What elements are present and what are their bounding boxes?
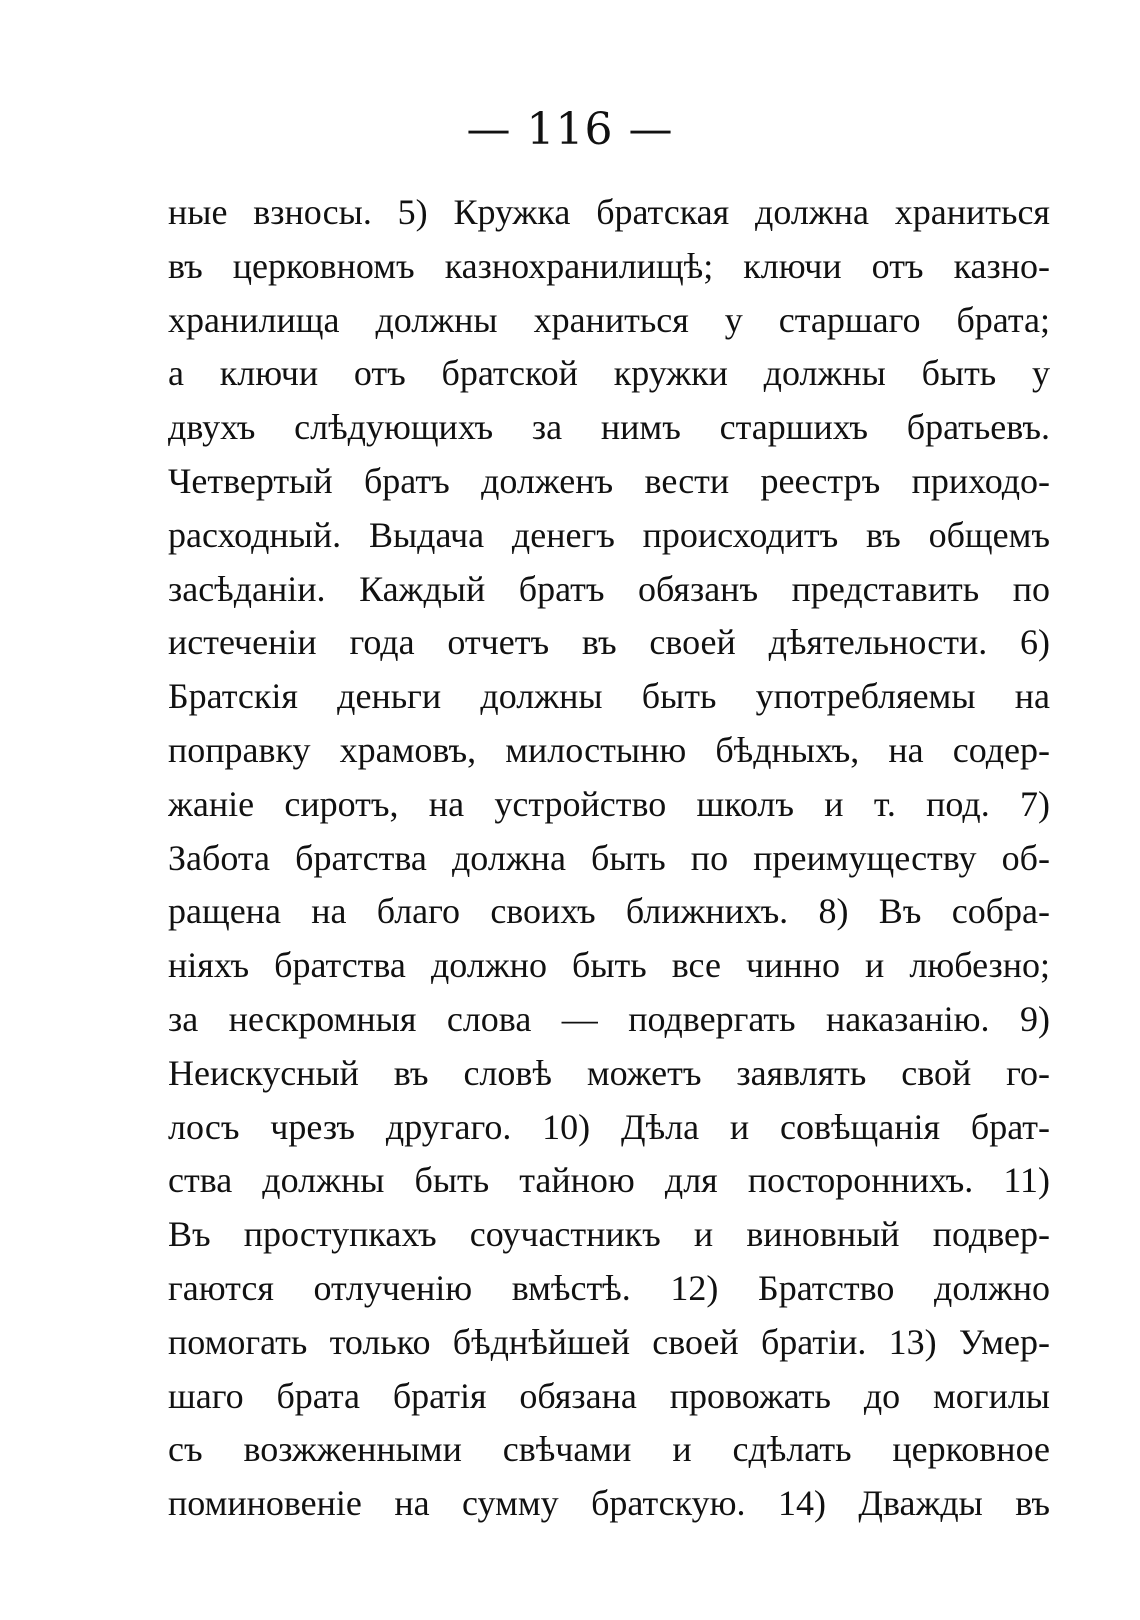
text-line: Неискусный въ словѣ можетъ заявлять свой го-: [168, 1052, 1050, 1093]
text-line: расходный. Выдача денегъ происходитъ въ общемъ: [168, 514, 1050, 555]
text-line: двухъ слѣдующихъ за нимъ старшихъ братьевъ.: [168, 407, 1050, 448]
text-line: помогать только бѣднѣйшей своей братіи. 13) Умер-: [168, 1321, 1050, 1362]
text-line: поминовеніе на сумму братскую. 14) Дважды въ: [168, 1483, 1050, 1524]
text-line: истеченіи года отчетъ въ своей дѣятельности. 6): [168, 622, 1050, 663]
text-line: съ возжженными свѣчами и сдѣлать церковное: [168, 1429, 1050, 1470]
text-line: гаются отлученію вмѣстѣ. 12) Братство должно: [168, 1267, 1050, 1308]
text-line: Четвертый братъ долженъ вести реестръ приходо-: [168, 460, 1050, 501]
text-line: ные взносы. 5) Кружка братская должна храниться: [168, 192, 1050, 232]
text-line: за нескромныя слова — подвергать наказанію. 9): [168, 998, 1050, 1039]
text-line: шаго брата братія обязана провожать до могилы: [168, 1375, 1050, 1416]
text-line: Въ проступкахъ соучастникъ и виновный подвер-: [168, 1214, 1050, 1255]
text-line: лосъ чрезъ другаго. 10) Дѣла и совѣщанія брат-: [168, 1106, 1050, 1147]
text-line: ращена на благо своихъ ближнихъ. 8) Въ собра-: [168, 891, 1050, 932]
page-number: — 116 —: [466, 104, 674, 155]
text-line: Забота братства должна быть по преимуществу об-: [168, 837, 1050, 878]
text-line: засѣданіи. Каждый братъ обязанъ представить по: [168, 568, 1050, 609]
text-line: Братскія деньги должны быть употребляемы на: [168, 676, 1050, 717]
text-line: поправку храмовъ, милостыню бѣдныхъ, на содер-: [168, 729, 1050, 770]
text-line: хранилища должны храниться у старшаго брата;: [168, 299, 1050, 340]
text-line: ніяхъ братства должно быть все чинно и любезно;: [168, 945, 1050, 986]
text-line: ства должны быть тайною для постороннихъ. 11): [168, 1160, 1050, 1201]
body-text: [168, 186, 1050, 1531]
text-line: жаніе сиротъ, на устройство школъ и т. под. 7): [168, 783, 1050, 824]
text-line: въ церковномъ казнохранилищѣ; ключи отъ казно-: [168, 245, 1050, 286]
text-line: а ключи отъ братской кружки должны быть у: [168, 353, 1050, 394]
